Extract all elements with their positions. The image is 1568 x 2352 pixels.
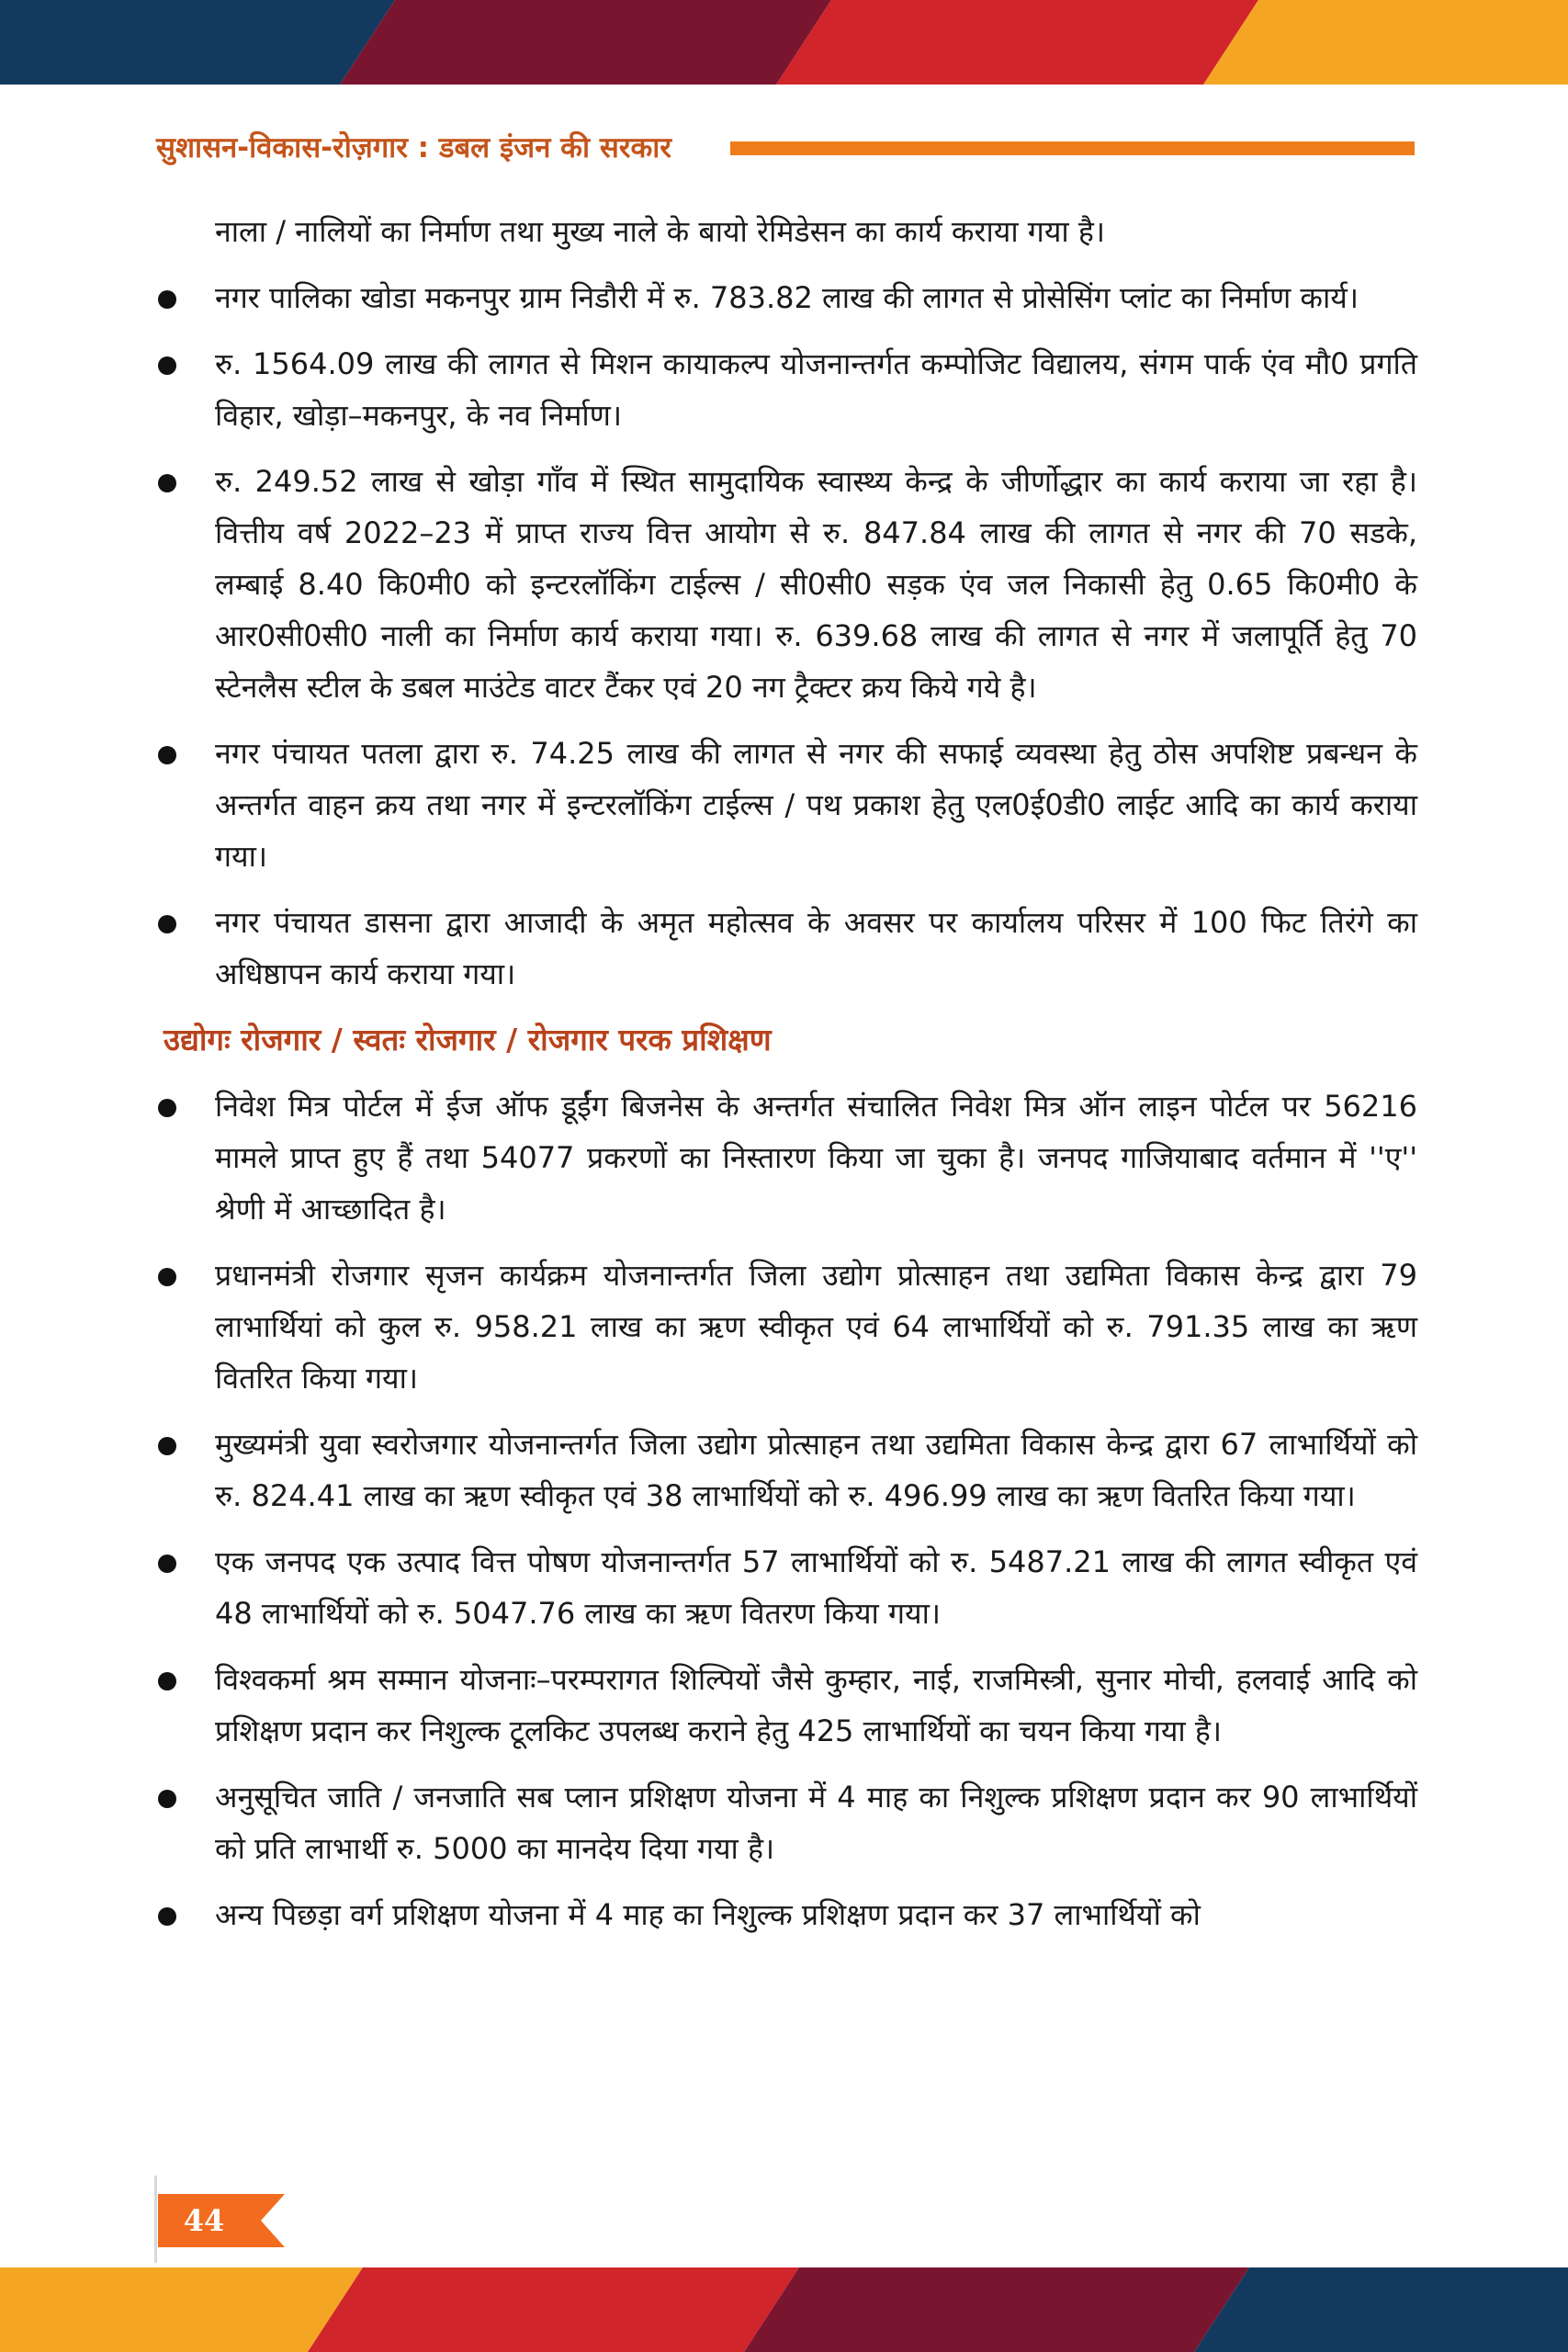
list-item-text: एक जनपद एक उत्पाद वित्त पोषण योजनान्तर्गत 57 लाभार्थियों को रु. 5487.21 लाख की लागत स्वीकृत एवं 48 लाभार्थियों को रु. 5047.76 लाख का ऋण वितरण किया गया।: [215, 1544, 1417, 1631]
bullet-icon: [158, 1099, 176, 1117]
page-edge-line: [154, 2176, 157, 2263]
bullet-icon: [158, 474, 176, 492]
bullet-icon: [158, 915, 176, 933]
list-item: [154, 728, 1417, 882]
bottom-decorative-band: [0, 2267, 1568, 2352]
list-item-text: रु. 249.52 लाख से खोड़ा गाँव में स्थित सामुदायिक स्वास्थ्य केन्द्र के जीर्णोद्धार का कार्य कराया जा रहा है। वित्तीय वर्ष 2022–23 में प्राप्त राज्य वित्त आयोग से रु. 847.84 लाख की लागत से नगर की 70 सडके, लम्बाई 8.40 कि0मी0 को इन्टरलॉकिंग टाईल्स / सी0सी0 सड़क एंव जल निकासी हेतु 0.65 कि0मी0 के आर0सी0सी0 नाली का निर्माण कार्य कराया गया। रु. 639.68 लाख की लागत से नगर में जलापूर्ति हेतु 70 स्टेनलैस स्टील के डबल माउंटेड वाटर टैंकर एवं 20 नग ट्रैक्टर क्रय किये गये है।: [215, 464, 1417, 705]
bullet-icon: [158, 290, 176, 309]
list-item: [154, 1419, 1417, 1521]
header-rule: [730, 141, 1415, 155]
list-item-text: नगर पंचायत पतला द्वारा रु. 74.25 लाख की लागत से नगर की सफाई व्यवस्था हेतु ठोस अपशिष्ट प्रबन्धन के अन्तर्गत वाहन क्रय तथा नगर में इन्टरलॉकिंग टाईल्स / पथ प्रकाश हेतु एल0ई0डी0 लाईट आदि का कार्य कराया गया।: [215, 736, 1417, 874]
bullet-icon: [158, 746, 176, 764]
header-title: सुशासन-विकास-रोज़गार : डबल इंजन की सरकार: [156, 131, 671, 164]
main-content: [154, 206, 1417, 1955]
list-item: [154, 897, 1417, 1000]
list-item-text: निवेश मित्र पोर्टल में ईज ऑफ डूईंग बिजनेस के अन्तर्गत संचालित निवेश मित्र ऑन लाइन पोर्टल पर 56216 मामले प्राप्त हुए हैं तथा 54077 प्रकरणों का निस्तारण किया जा चुका है। जनपद गाजियाबाद वर्तमान में ''ए'' श्रेणी में आच्छादित है।: [215, 1089, 1417, 1227]
bullet-icon: [158, 356, 176, 375]
continued-paragraph: नाला / नालियों का निर्माण तथा मुख्य नाले के बायो रेमिडेसन का कार्य कराया गया है।: [215, 214, 1105, 249]
list-item-text: अनुसूचित जाति / जनजाति सब प्लान प्रशिक्षण योजना में 4 माह का निशुल्क प्रशिक्षण प्रदान कर 90 लाभार्थियों को प्रति लाभार्थी रु. 5000 का मानदेय दिया गया है।: [215, 1780, 1417, 1866]
list-item-text: रु. 1564.09 लाख की लागत से मिशन कायाकल्प योजनान्तर्गत कम्पोजिट विद्यालय, संगम पार्क एंव मौ0 प्रगति विहार, खोड़ा–मकनपुर, के नव निर्माण।: [215, 346, 1417, 433]
list-item-text: नगर पालिका खोडा मकनपुर ग्राम निडौरी में रु. 783.82 लाख की लागत से प्रोसेसिंग प्लांट का निर्माण कार्य।: [215, 280, 1359, 315]
list-item-text: विश्वकर्मा श्रम सम्मान योजनाः–परम्परागत शिल्पियों जैसे कुम्हार, नाई, राजमिस्त्री, सुनार मोची, हलवाई आदि को प्रशिक्षण प्रदान कर निशुल्क टूलकिट उपलब्ध कराने हेतु 425 लाभार्थियों का चयन किया गया है।: [215, 1662, 1417, 1748]
bullet-icon: [158, 1268, 176, 1286]
list-item-text: अन्य पिछड़ा वर्ग प्रशिक्षण योजना में 4 माह का निशुल्क प्रशिक्षण प्रदान कर 37 लाभार्थियों को: [215, 1897, 1201, 1932]
list-item: [154, 338, 1417, 441]
section-heading: उद्योगः रोजगार / स्वतः रोजगार / रोजगार परक प्रशिक्षण: [164, 1022, 772, 1057]
list-item: [154, 272, 1417, 323]
list-item: [154, 1889, 1417, 1940]
list-item-text: मुख्यमंत्री युवा स्वरोजगार योजनान्तर्गत जिला उद्योग प्रोत्साहन तथा उद्यमिता विकास केन्द्र द्वारा 67 लाभार्थियों को रु. 824.41 लाख का ऋण स्वीकृत एवं 38 लाभार्थियों को रु. 496.99 लाख का ऋण वितरित किया गया।: [215, 1427, 1417, 1513]
list-item: [154, 1654, 1417, 1757]
bullet-icon: [158, 1907, 176, 1926]
list-item-text: प्रधानमंत्री रोजगार सृजन कार्यक्रम योजनान्तर्गत जिला उद्योग प्रोत्साहन तथा उद्यमिता विकास केन्द्र द्वारा 79 लाभार्थियां को कुल रु. 958.21 लाख का ऋण स्वीकृत एवं 64 लाभार्थियों को रु. 791.35 लाख का ऋण वितरित किया गया।: [215, 1258, 1417, 1396]
bullet-icon: [158, 1555, 176, 1573]
list-item: [154, 1080, 1417, 1235]
page-number-tab: [158, 2194, 287, 2247]
bullet-icon: [158, 1672, 176, 1690]
list-item-text: नगर पंचायत डासना द्वारा आजादी के अमृत महोत्सव के अवसर पर कार्यालय परिसर में 100 फिट तिरंगे का अधिष्ठापन कार्य कराया गया।: [215, 905, 1417, 991]
list-item: [154, 1536, 1417, 1639]
list-item: [154, 456, 1417, 713]
list-item: [154, 1250, 1417, 1404]
bullet-icon: [158, 1790, 176, 1808]
page-number: 44: [183, 2203, 225, 2238]
bullet-icon: [158, 1437, 176, 1455]
list-item: [154, 1771, 1417, 1874]
page-header: [156, 127, 1415, 169]
top-decorative-band: [0, 0, 1568, 85]
